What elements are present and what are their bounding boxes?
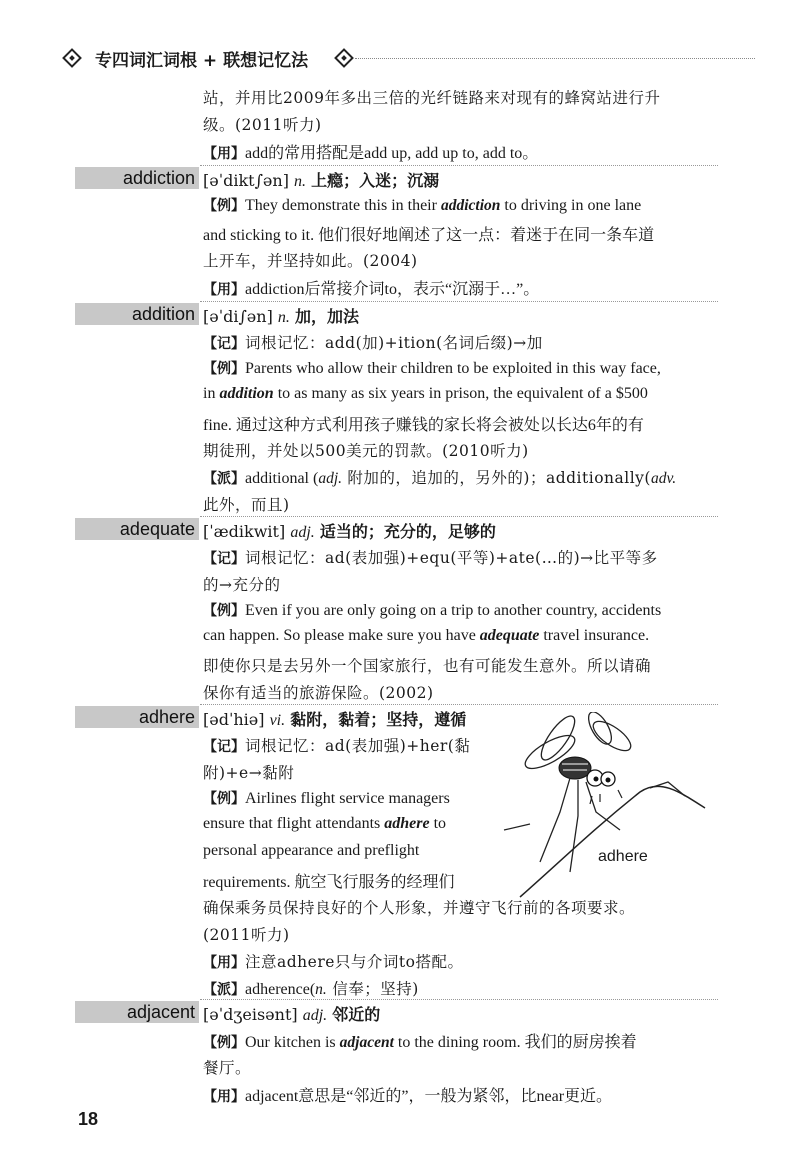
memory-line: 【记】词根记忆：add(加)+ition(名词后缀)→加 <box>203 334 543 352</box>
text-line: 站，并用比2009年多出三倍的光纤链路来对现有的蜂窝站进行升 <box>203 89 661 107</box>
entry-head-line: [əˈdi∫ən] n. 加，加法 <box>203 307 360 326</box>
running-header <box>55 42 755 76</box>
usage-line: 【用】add的常用搭配是add up, add up to, add to。 <box>203 145 539 162</box>
example-line: 保你有适当的旅游保险。(2002) <box>203 684 434 702</box>
example-line: 期徒刑，并处以500美元的罚款。(2010听力) <box>203 442 529 460</box>
example-line: and sticking to it. 他们很好地阐述了这一点：着迷于在同一条车道 <box>203 227 655 244</box>
memory-line: 【记】词根记忆：ad(表加强)+her(黏 <box>203 737 471 755</box>
page-number: 18 <box>78 1109 99 1129</box>
headword: addition <box>131 304 195 324</box>
usage-line: 【用】adjacent意思是“邻近的”，一般为紧邻，比near更近。 <box>203 1088 613 1105</box>
headword: adjacent <box>126 1002 195 1022</box>
example-line: (2011听力) <box>203 926 290 944</box>
entry-divider <box>200 165 718 166</box>
entry-head-line: [ˈædikwit] adj. 适当的；充分的，足够的 <box>203 522 496 541</box>
diamond-icon <box>334 48 354 68</box>
example-line: 【例】Parents who allow their children to be exploited in this way face, <box>203 360 661 377</box>
entry-head-line: [əˈdikt∫ən] n. 上瘾；入迷；沉溺 <box>203 171 440 190</box>
entry-headword-bar <box>75 518 199 540</box>
example-line: 餐厅。 <box>203 1059 252 1077</box>
text-line: 级。(2011听力) <box>203 116 322 134</box>
header-rule <box>355 58 755 59</box>
example-line: 即使你只是去另外一个国家旅行，也有可能发生意外。所以请确 <box>203 657 652 675</box>
example-line: 【例】Even if you are only going on a trip to another country, accidents <box>203 602 662 619</box>
usage-line: 【用】addiction后常接介词to，表示“沉溺于…”。 <box>203 281 540 298</box>
fly-illustration <box>500 712 710 900</box>
example-line: fine. 通过这种方式利用孩子赚钱的家长将会被处以长达6年的有 <box>203 417 644 434</box>
memory-line: 附)+e→黏附 <box>203 764 295 782</box>
usage-line: 【用】注意adhere只与介词to搭配。 <box>203 953 464 971</box>
headword: adequate <box>119 519 195 539</box>
example-line: 【例】Our kitchen is adjacent to the dining room. 我们的厨房挨着 <box>203 1034 637 1051</box>
memory-line: 的→充分的 <box>203 576 281 594</box>
example-line: requirements. 航空飞行服务的经理们 <box>203 874 455 891</box>
entry-head-line: [əˈdʒeisənt] adj. 邻近的 <box>203 1005 381 1024</box>
entry-head-line: [ədˈhiə] vi. 黏附，黏着；坚持，遵循 <box>203 710 467 729</box>
memory-line: 【记】词根记忆：ad(表加强)+equ(平等)+ate(…的)→比平等多 <box>203 549 658 567</box>
example-line: 【例】They demonstrate this in their addiction to driving in one lane <box>203 197 642 214</box>
headword: addiction <box>122 168 195 188</box>
entry-divider <box>200 301 718 302</box>
illustration-label: adhere <box>598 848 648 865</box>
example-line: 【例】Airlines flight service managers <box>203 790 450 807</box>
example-line: personal appearance and preflight <box>203 842 420 859</box>
example-line: can happen. So please make sure you have adequate travel insurance. <box>203 627 650 644</box>
entry-divider <box>200 516 718 517</box>
derivative-line: 此外，而且) <box>203 496 290 514</box>
example-line: 上开车，并坚持如此。(2004) <box>203 252 418 270</box>
entry-divider <box>200 999 718 1000</box>
entry-headword-bar <box>75 167 199 189</box>
header-title: 专四词汇词根 + 联想记忆法 <box>95 51 309 71</box>
diamond-icon <box>62 48 82 68</box>
entry-headword-bar <box>75 706 199 728</box>
entry-headword-bar <box>75 303 199 325</box>
example-line: ensure that flight attendants adhere to <box>203 815 447 832</box>
headword: adhere <box>138 707 195 727</box>
entry-headword-bar <box>75 1001 199 1023</box>
entry-divider <box>200 704 718 705</box>
example-line: 确保乘务员保持良好的个人形象，并遵守飞行前的各项要求。 <box>203 899 636 917</box>
derivative-line: 【派】adherence(n. 信奉；坚持) <box>203 980 419 998</box>
example-line: in addition to as many as six years in prison, the equivalent of a $500 <box>203 385 648 402</box>
derivative-line: 【派】additional (adj. 附加的，追加的，另外的)；additionally(adv. <box>203 469 677 487</box>
